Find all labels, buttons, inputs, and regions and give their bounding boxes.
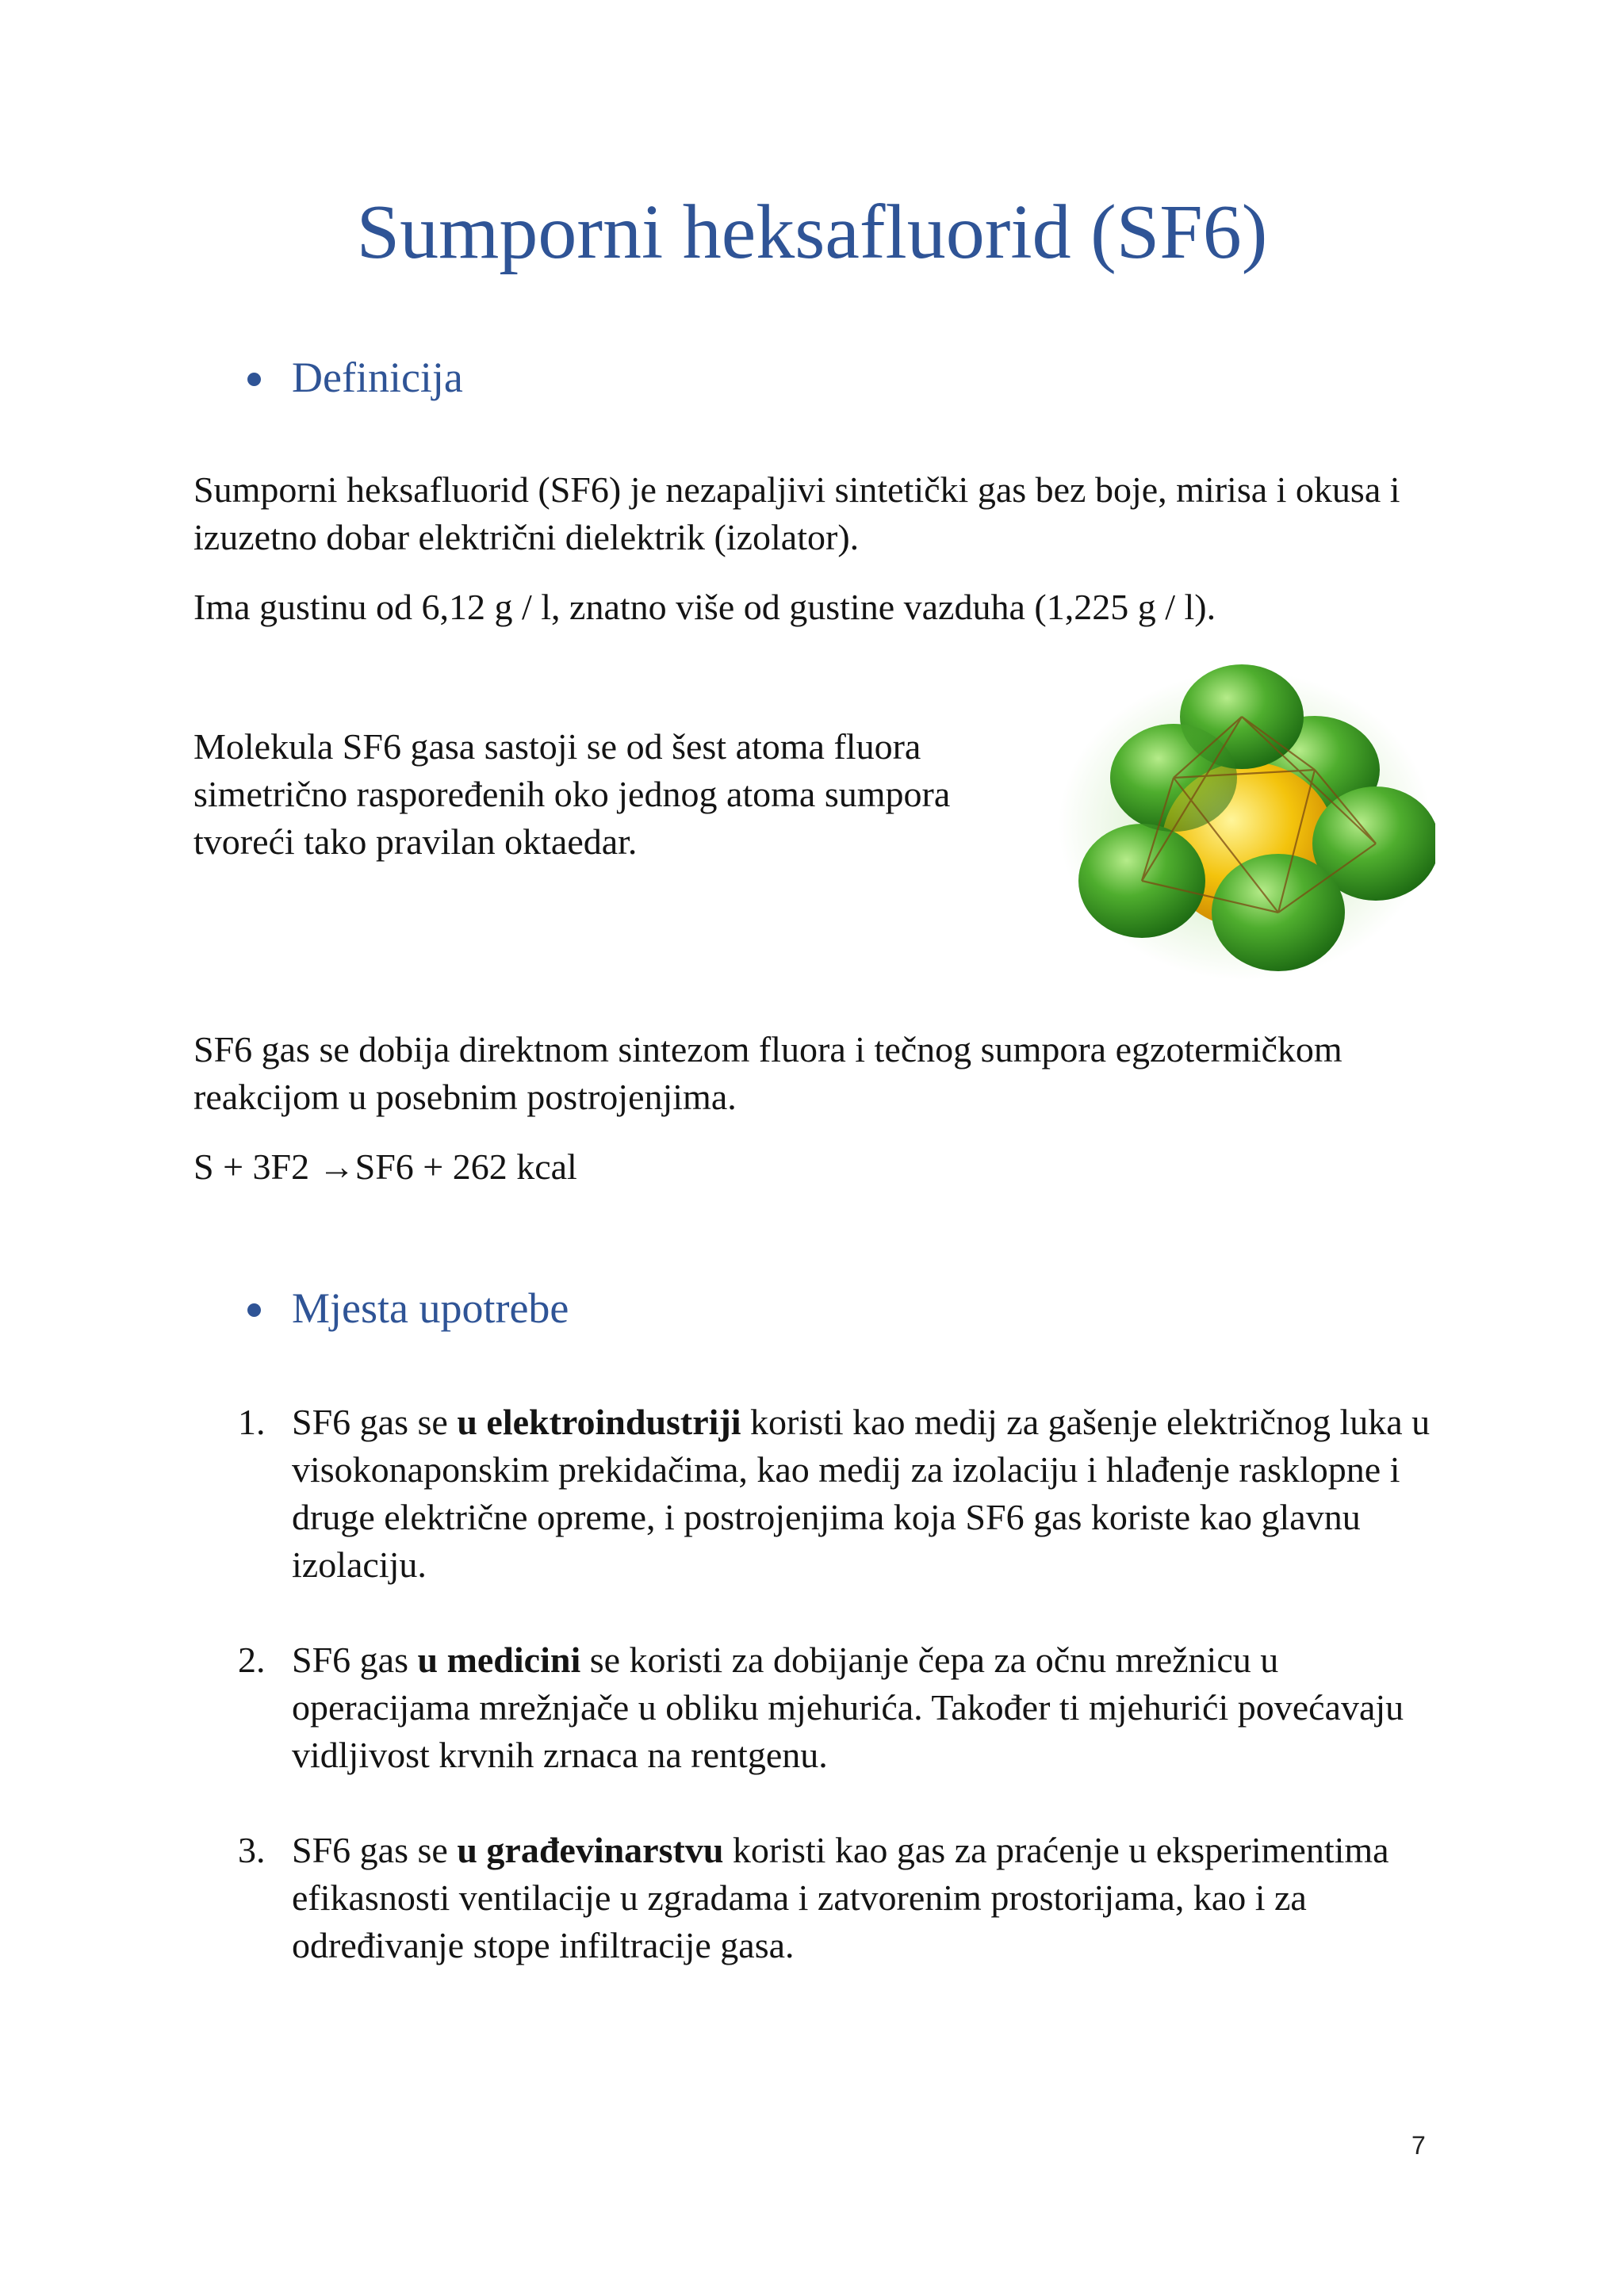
section-heading-label: Definicija [292, 354, 463, 401]
list-item-text: SF6 gas se [292, 1402, 458, 1442]
usage-list [238, 1399, 1443, 1969]
list-item [238, 1827, 1443, 1969]
bullet-icon [247, 1303, 261, 1317]
page-title: Sumporni heksafluorid (SF6) [356, 189, 1268, 275]
synthesis-paragraph [193, 1026, 1446, 1191]
paragraph-definition: Sumporni heksafluorid (SF6) je nezapaljivi sintetički gas bez boje, mirisa i okusa i izuzetno dobar električni dielektrik (izolator). [193, 469, 1400, 557]
list-item-text: koristi kao gas za praćenje u eksperimentima efikasnosti ventilacije u zgradama i zatvorenim prostorijama, kao i za određivanje stope infiltracije gasa. [292, 1830, 1389, 1965]
list-item-emphasis: u građevinarstvu [457, 1830, 724, 1870]
paragraph-molecule: Molekula SF6 gasa sastoji se od šest atoma fluora simetrično raspoređenih oko jednog atoma sumpora tvoreći tako pravilan oktaedar. [193, 726, 951, 862]
list-item [238, 1636, 1443, 1779]
list-item-emphasis: u elektroindustriji [457, 1402, 741, 1442]
list-item-text: koristi kao medij za gašenje električnog luka u visokonaponskim prekidačima, kao medij za izolaciju i hlađenje rasklopne i druge električne opreme, i postrojenjima koja SF6 gas koriste kao glavnu izolaciju. [292, 1402, 1431, 1585]
list-item-text: SF6 gas [292, 1640, 418, 1680]
section-heading-label: Mjesta upotrebe [292, 1284, 569, 1332]
paragraph-density: Ima gustinu od 6,12 g / l, znatno više od gustine vazduha (1,225 g / l). [193, 587, 1216, 627]
bullet-icon [247, 373, 261, 386]
definition-paragraph [193, 466, 1431, 631]
list-item-number: 1. [238, 1402, 266, 1442]
section-heading-mjesta-upotrebe [292, 1283, 569, 1334]
molecule-icon [1055, 663, 1435, 980]
list-item-text: SF6 gas se [292, 1830, 458, 1870]
page-number: 7 [1411, 2131, 1426, 2160]
paragraph-synthesis: SF6 gas se dobija direktnom sintezom fluora i tečnog sumpora egzotermičkom reakcijom u posebnim postrojenjima. [193, 1029, 1342, 1117]
list-item-number: 2. [238, 1640, 266, 1680]
list-item-text: se koristi za dobijanje čepa za očnu mrežnicu u operacijama mrežnjače u obliku mjehurića. Također ti mjehurići povećavaju vidljivost krvnih zrnaca na rentgenu. [292, 1640, 1404, 1775]
molecule-paragraph [193, 723, 1010, 866]
list-item [238, 1399, 1443, 1589]
sf6-molecule-image [1055, 663, 1435, 980]
reaction-equation: S + 3F2 →SF6 + 262 kcal [193, 1146, 577, 1187]
section-heading-definicija [292, 352, 463, 404]
list-item-number: 3. [238, 1830, 266, 1870]
list-item-emphasis: u medicini [417, 1640, 581, 1680]
